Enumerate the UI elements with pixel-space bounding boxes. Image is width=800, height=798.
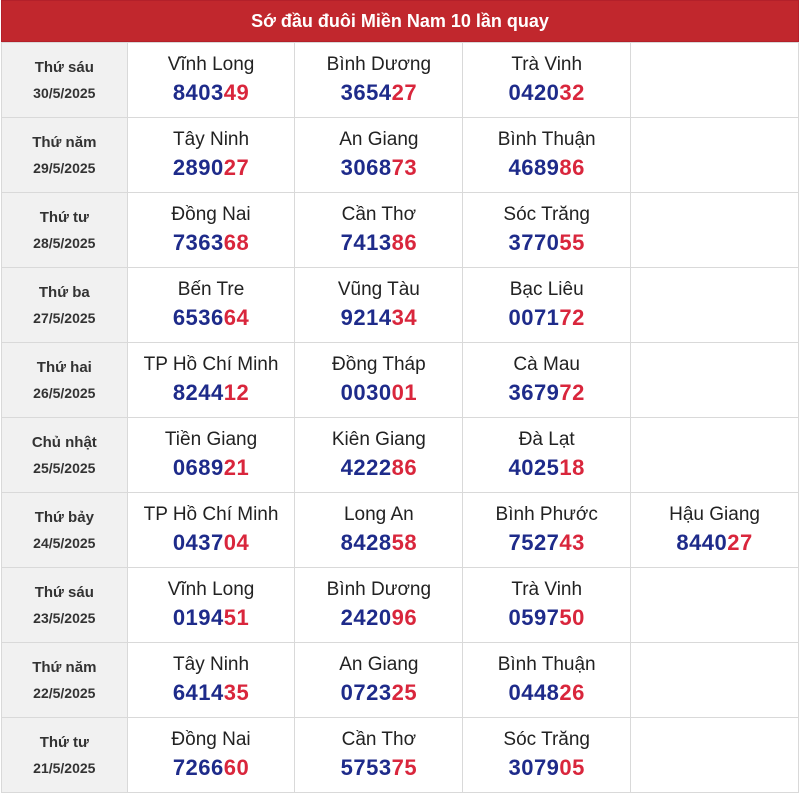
province-result-cell (127, 493, 295, 568)
table-row (2, 418, 799, 493)
result-tail-digits: 34 (391, 305, 418, 330)
result-number (128, 530, 295, 556)
weekday-label: Thứ tư (39, 209, 89, 226)
empty-cell (631, 43, 799, 118)
result-tail-digits: 27 (391, 80, 418, 105)
result-tail-digits: 05 (559, 755, 585, 780)
result-tail-digits: 68 (223, 230, 250, 255)
result-tail-digits: 12 (223, 380, 250, 405)
result-number (295, 680, 462, 706)
result-tail-digits: 73 (391, 155, 418, 180)
province-result-cell (463, 643, 631, 718)
province-name: Tây Ninh (173, 654, 250, 675)
result-number (128, 80, 295, 106)
result-tail-digits: 55 (559, 230, 585, 255)
result-number (128, 155, 295, 181)
province-name: Tiền Giang (164, 429, 258, 450)
result-number (295, 755, 462, 781)
result-number (295, 455, 462, 481)
result-number (463, 530, 630, 556)
province-result-cell (295, 418, 463, 493)
province-name: Hậu Giang (669, 504, 760, 525)
result-tail-digits: 49 (223, 80, 250, 105)
result-tail-digits: 27 (727, 530, 753, 555)
province-result-cell (463, 118, 631, 193)
weekday-label: Thứ sáu (34, 59, 94, 76)
result-number (128, 605, 295, 631)
result-head-digits: 0597 (508, 605, 560, 630)
result-number (295, 380, 462, 406)
results-table-body (2, 43, 799, 793)
results-panel (1, 0, 799, 793)
result-tail-digits: 86 (391, 455, 418, 480)
result-tail-digits: 64 (223, 305, 250, 330)
province-result-cell (295, 568, 463, 643)
draw-date: 21/5/2025 (33, 760, 96, 776)
result-head-digits: 3679 (508, 380, 560, 405)
province-name: An Giang (339, 129, 419, 150)
draw-day-cell (2, 43, 128, 118)
result-head-digits: 0437 (172, 530, 224, 555)
result-head-digits: 5753 (340, 755, 392, 780)
draw-date: 25/5/2025 (33, 460, 96, 476)
province-result-cell (127, 643, 295, 718)
result-tail-digits: 50 (559, 605, 585, 630)
province-result-cell (295, 193, 463, 268)
empty-cell (631, 568, 799, 643)
province-result-cell (463, 418, 631, 493)
weekday-label: Thứ tư (39, 734, 89, 751)
draw-day-cell (2, 718, 128, 793)
result-head-digits: 3770 (508, 230, 560, 255)
draw-day-cell (2, 418, 128, 493)
table-row (2, 643, 799, 718)
result-number (463, 155, 630, 181)
result-number (463, 680, 630, 706)
province-name: Bình Thuận (497, 654, 596, 675)
province-name: Long An (343, 504, 414, 525)
result-head-digits: 0420 (508, 80, 560, 105)
result-tail-digits: 25 (391, 680, 418, 705)
result-head-digits: 4689 (508, 155, 560, 180)
province-result-cell (463, 193, 631, 268)
draw-date: 24/5/2025 (33, 535, 96, 551)
result-number (631, 530, 798, 556)
result-head-digits: 8244 (172, 380, 224, 405)
result-head-digits: 6414 (172, 680, 224, 705)
result-number (128, 305, 295, 331)
empty-cell (631, 118, 799, 193)
province-result-cell (127, 343, 295, 418)
result-number (463, 380, 630, 406)
result-head-digits: 3079 (508, 755, 560, 780)
draw-date: 28/5/2025 (33, 235, 96, 251)
draw-date: 22/5/2025 (33, 685, 96, 701)
province-name: Đà Lạt (518, 429, 575, 450)
province-result-cell (631, 493, 799, 568)
result-tail-digits: 60 (223, 755, 250, 780)
result-tail-digits: 32 (559, 80, 585, 105)
weekday-label: Thứ sáu (34, 584, 94, 601)
weekday-label: Thứ ba (38, 284, 90, 301)
province-result-cell (463, 568, 631, 643)
result-head-digits: 3654 (340, 80, 392, 105)
province-name: Trà Vinh (511, 579, 583, 600)
result-tail-digits: 43 (559, 530, 585, 555)
empty-cell (631, 643, 799, 718)
result-tail-digits: 72 (559, 380, 585, 405)
province-name: Cà Mau (513, 354, 580, 375)
province-name: Bạc Liêu (509, 279, 584, 300)
table-row (2, 43, 799, 118)
province-result-cell (463, 718, 631, 793)
result-number (295, 230, 462, 256)
result-number (295, 155, 462, 181)
province-result-cell (127, 568, 295, 643)
province-name: Đồng Tháp (332, 354, 426, 375)
result-head-digits: 7266 (172, 755, 224, 780)
province-result-cell (295, 643, 463, 718)
draw-day-cell (2, 643, 128, 718)
draw-date: 30/5/2025 (33, 85, 96, 101)
province-result-cell (127, 268, 295, 343)
draw-day-cell (2, 193, 128, 268)
result-number (128, 455, 295, 481)
empty-cell (631, 343, 799, 418)
result-tail-digits: 21 (223, 455, 250, 480)
weekday-label: Thứ năm (32, 659, 97, 676)
province-name: Vũng Tàu (337, 279, 420, 300)
result-tail-digits: 51 (223, 605, 250, 630)
result-head-digits: 4025 (508, 455, 560, 480)
weekday-label: Thứ hai (36, 359, 92, 376)
draw-day-cell (2, 343, 128, 418)
result-number (128, 230, 295, 256)
province-name: Sóc Trăng (503, 729, 590, 750)
result-number (128, 380, 295, 406)
province-name: Cần Thơ (341, 204, 417, 225)
province-name: Bình Thuận (497, 129, 596, 150)
province-result-cell (127, 418, 295, 493)
result-tail-digits: 27 (223, 155, 250, 180)
result-head-digits: 4222 (340, 455, 392, 480)
draw-day-cell (2, 493, 128, 568)
result-tail-digits: 04 (223, 530, 250, 555)
result-head-digits: 0689 (172, 455, 224, 480)
result-tail-digits: 86 (559, 155, 585, 180)
empty-cell (631, 193, 799, 268)
result-tail-digits: 18 (559, 455, 585, 480)
province-result-cell (127, 193, 295, 268)
result-head-digits: 6536 (172, 305, 224, 330)
result-head-digits: 0448 (508, 680, 560, 705)
province-name: Kiên Giang (331, 429, 426, 450)
result-head-digits: 0071 (508, 305, 560, 330)
result-number (463, 605, 630, 631)
empty-cell (631, 718, 799, 793)
province-name: Vĩnh Long (167, 579, 255, 600)
province-name: Đồng Nai (171, 729, 251, 750)
table-row (2, 718, 799, 793)
province-result-cell (295, 118, 463, 193)
empty-cell (631, 418, 799, 493)
result-tail-digits: 35 (223, 680, 250, 705)
result-head-digits: 2890 (172, 155, 224, 180)
result-number (463, 755, 630, 781)
result-head-digits: 7363 (172, 230, 224, 255)
province-name: Sóc Trăng (503, 204, 590, 225)
table-row (2, 268, 799, 343)
page-title: Sớ đầu đuôi Miền Nam 10 lần quay (1, 0, 799, 42)
province-result-cell (463, 43, 631, 118)
result-head-digits: 7413 (340, 230, 392, 255)
draw-date: 29/5/2025 (33, 160, 96, 176)
result-head-digits: 0194 (172, 605, 224, 630)
province-result-cell (295, 43, 463, 118)
result-tail-digits: 58 (391, 530, 418, 555)
table-row (2, 493, 799, 568)
province-result-cell (295, 343, 463, 418)
weekday-label: Thứ năm (32, 134, 97, 151)
result-head-digits: 2420 (340, 605, 392, 630)
table-row (2, 193, 799, 268)
result-head-digits: 0723 (340, 680, 392, 705)
province-name: Vĩnh Long (167, 54, 255, 75)
draw-day-cell (2, 568, 128, 643)
result-head-digits: 9214 (340, 305, 392, 330)
result-tail-digits: 86 (391, 230, 418, 255)
draw-date: 23/5/2025 (33, 610, 96, 626)
province-name: Đồng Nai (171, 204, 251, 225)
draw-date: 26/5/2025 (33, 385, 96, 401)
province-result-cell (463, 493, 631, 568)
result-tail-digits: 96 (391, 605, 418, 630)
weekday-label: Chủ nhật (31, 434, 97, 451)
table-row (2, 343, 799, 418)
province-name: Bình Dương (326, 54, 432, 75)
table-row (2, 118, 799, 193)
province-result-cell (295, 718, 463, 793)
result-number (295, 530, 462, 556)
results-table (1, 42, 799, 793)
province-name: TP Hồ Chí Minh (143, 354, 279, 375)
draw-date: 27/5/2025 (33, 310, 96, 326)
result-number (463, 80, 630, 106)
province-name: Bình Dương (326, 579, 432, 600)
result-number (463, 305, 630, 331)
result-number (128, 755, 295, 781)
result-head-digits: 3068 (340, 155, 392, 180)
result-number (295, 80, 462, 106)
province-name: Trà Vinh (511, 54, 583, 75)
result-head-digits: 0030 (340, 380, 392, 405)
province-name: Bình Phước (495, 504, 598, 525)
result-tail-digits: 26 (559, 680, 585, 705)
province-result-cell (463, 343, 631, 418)
result-head-digits: 8428 (340, 530, 392, 555)
province-result-cell (463, 268, 631, 343)
result-number (128, 680, 295, 706)
table-row (2, 568, 799, 643)
draw-day-cell (2, 268, 128, 343)
weekday-label: Thứ bảy (34, 509, 94, 526)
result-tail-digits: 75 (391, 755, 418, 780)
result-number (463, 230, 630, 256)
province-result-cell (127, 118, 295, 193)
result-head-digits: 8440 (676, 530, 728, 555)
province-result-cell (295, 493, 463, 568)
province-result-cell (295, 268, 463, 343)
result-number (463, 455, 630, 481)
province-name: An Giang (339, 654, 419, 675)
empty-cell (631, 268, 799, 343)
province-name: TP Hồ Chí Minh (143, 504, 279, 525)
result-number (295, 305, 462, 331)
province-name: Cần Thơ (341, 729, 417, 750)
province-result-cell (127, 718, 295, 793)
province-result-cell (127, 43, 295, 118)
result-number (295, 605, 462, 631)
draw-day-cell (2, 118, 128, 193)
province-name: Tây Ninh (173, 129, 250, 150)
result-head-digits: 7527 (508, 530, 560, 555)
result-head-digits: 8403 (172, 80, 224, 105)
result-tail-digits: 72 (559, 305, 585, 330)
province-name: Bến Tre (177, 279, 245, 300)
result-tail-digits: 01 (391, 380, 418, 405)
